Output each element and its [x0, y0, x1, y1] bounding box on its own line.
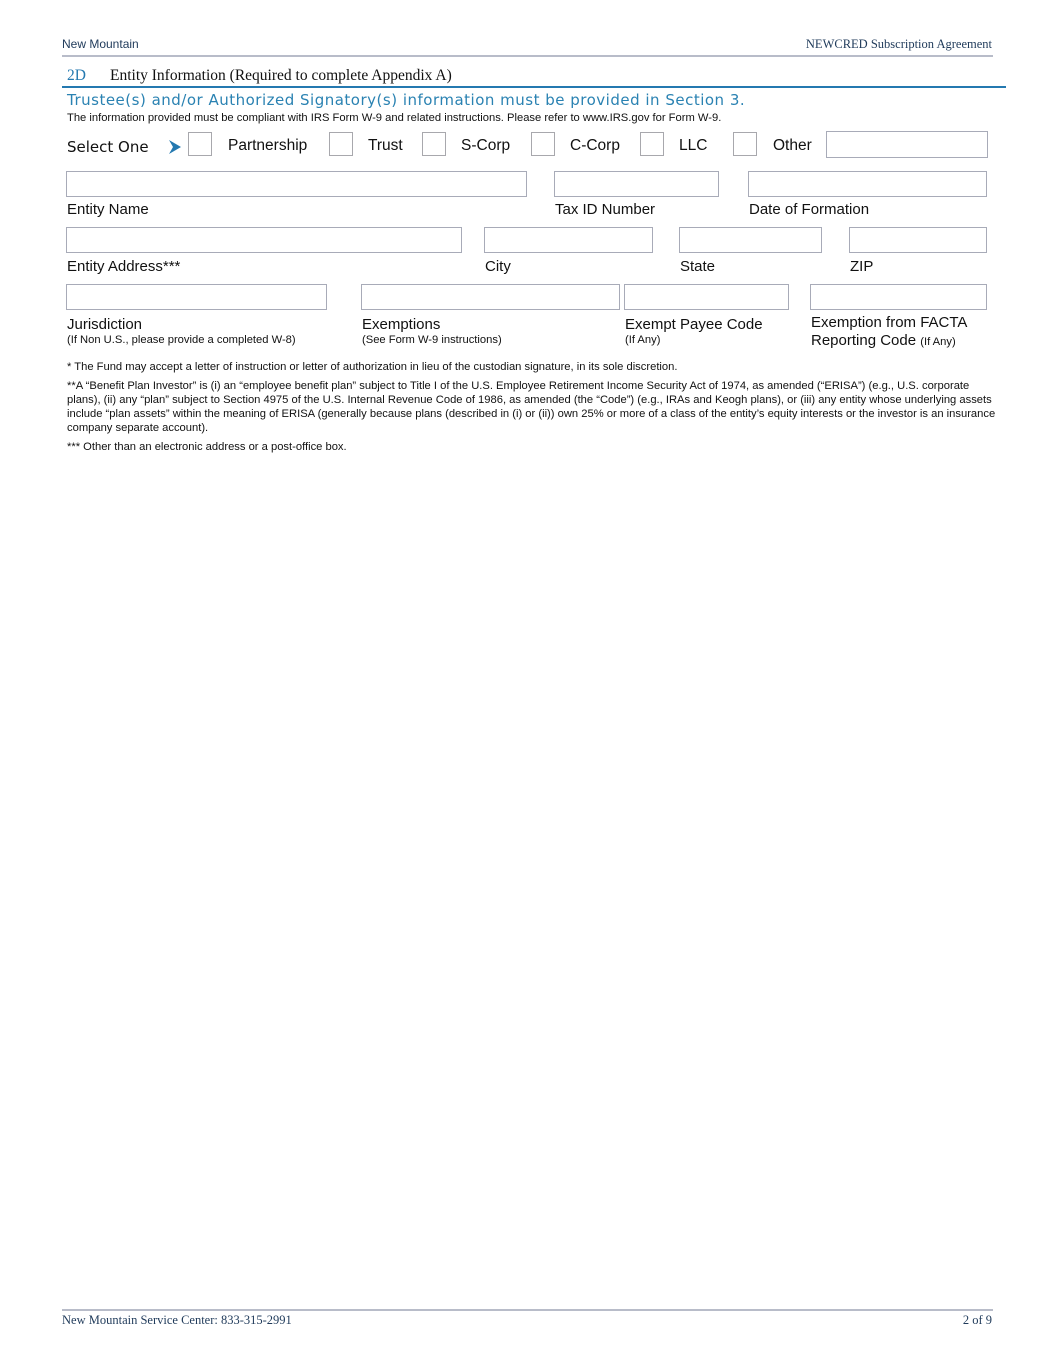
- header-left: New Mountain: [62, 37, 139, 51]
- checkbox-partnership[interactable]: [188, 132, 212, 156]
- option-label-trust: Trust: [368, 137, 403, 154]
- entity-address-label: Entity Address***: [67, 258, 181, 275]
- header-divider: [62, 55, 993, 57]
- footnote-benefit-plan-investor: **A “Benefit Plan Investor” is (i) an “employee benefit plan” subject to Title I of the U.S. Employee Retirement Income Security Act of 1974, as amended (“ERISA”) (e.g., U.S. corporate plans), (ii) any “plan” subject to Section 4975 of the U.S. Internal Revenue Code of 1986, as amended (the “Code”) (e.g., IRAs and Keogh plans), or (iii) any entity whose underlying assets include “plan assets” within the meaning of ERISA (generally because plans (described in (i) or (ii)) own 25% or more of a class of the entity’s equity interests or the investor is an insurance company separate account).: [67, 380, 996, 434]
- jurisdiction-sublabel: (If Non U.S., please provide a completed W-8): [67, 334, 296, 346]
- footer-left: New Mountain Service Center: 833-315-2991: [62, 1313, 292, 1327]
- entity-address-input[interactable]: [66, 227, 462, 253]
- exemptions-label: Exemptions: [362, 316, 441, 333]
- arrow-right-icon: [168, 139, 182, 155]
- facta-label-text: Reporting Code: [811, 332, 917, 349]
- section-subheading: Trustee(s) and/or Authorized Signatory(s) information must be provided in Section 3.: [67, 91, 746, 109]
- option-label-other: Other: [773, 137, 812, 154]
- jurisdiction-input[interactable]: [66, 284, 327, 310]
- city-input[interactable]: [484, 227, 653, 253]
- checkbox-trust[interactable]: [329, 132, 353, 156]
- footnote-address: *** Other than an electronic address or a post-office box.: [67, 441, 347, 453]
- section-divider: [62, 86, 1006, 88]
- tax-id-label: Tax ID Number: [555, 201, 656, 218]
- checkbox-llc[interactable]: [640, 132, 664, 156]
- other-entity-type-input[interactable]: [826, 131, 988, 158]
- page-number: 2 of 9: [962, 1313, 992, 1327]
- exemptions-sublabel: (See Form W-9 instructions): [362, 334, 502, 346]
- state-label: State: [680, 258, 716, 275]
- footer-divider: [62, 1309, 993, 1311]
- option-label-c-corp: C-Corp: [570, 137, 620, 154]
- facta-label-line1: Exemption from FACTA: [811, 314, 968, 331]
- exempt-payee-code-label: Exempt Payee Code: [625, 316, 763, 333]
- checkbox-c-corp[interactable]: [531, 132, 555, 156]
- state-input[interactable]: [679, 227, 822, 253]
- zip-input[interactable]: [849, 227, 987, 253]
- compliance-note: The information provided must be compliant with IRS Form W-9 and related instructions. Please refer to www.IRS.gov for Form W-9.: [67, 112, 722, 124]
- exempt-payee-code-sublabel: (If Any): [625, 334, 661, 346]
- option-label-s-corp: S-Corp: [461, 137, 511, 154]
- checkbox-s-corp[interactable]: [422, 132, 446, 156]
- city-label: City: [485, 258, 511, 275]
- header-right: NEWCRED Subscription Agreement: [805, 37, 992, 51]
- section-number: 2D: [67, 67, 86, 84]
- section-title: Entity Information (Required to complete Appendix A): [110, 67, 452, 84]
- option-label-partnership: Partnership: [228, 137, 308, 154]
- date-of-formation-label: Date of Formation: [749, 201, 870, 218]
- tax-id-input[interactable]: [554, 171, 719, 197]
- facta-exemption-input[interactable]: [810, 284, 987, 310]
- checkbox-other[interactable]: [733, 132, 757, 156]
- entity-name-label: Entity Name: [67, 201, 149, 218]
- exemptions-input[interactable]: [361, 284, 620, 310]
- select-one-label: Select One: [67, 138, 149, 156]
- exempt-payee-code-input[interactable]: [624, 284, 789, 310]
- entity-name-input[interactable]: [66, 171, 527, 197]
- zip-label: ZIP: [850, 258, 874, 275]
- facta-sublabel: (If Any): [920, 336, 956, 348]
- option-label-llc: LLC: [679, 137, 708, 154]
- date-of-formation-input[interactable]: [748, 171, 987, 197]
- jurisdiction-label: Jurisdiction: [67, 316, 143, 333]
- footnote-custodian: * The Fund may accept a letter of instruction or letter of authorization in lieu of the custodian signature, in its sole discretion.: [67, 361, 678, 373]
- facta-label-line2: [811, 332, 956, 349]
